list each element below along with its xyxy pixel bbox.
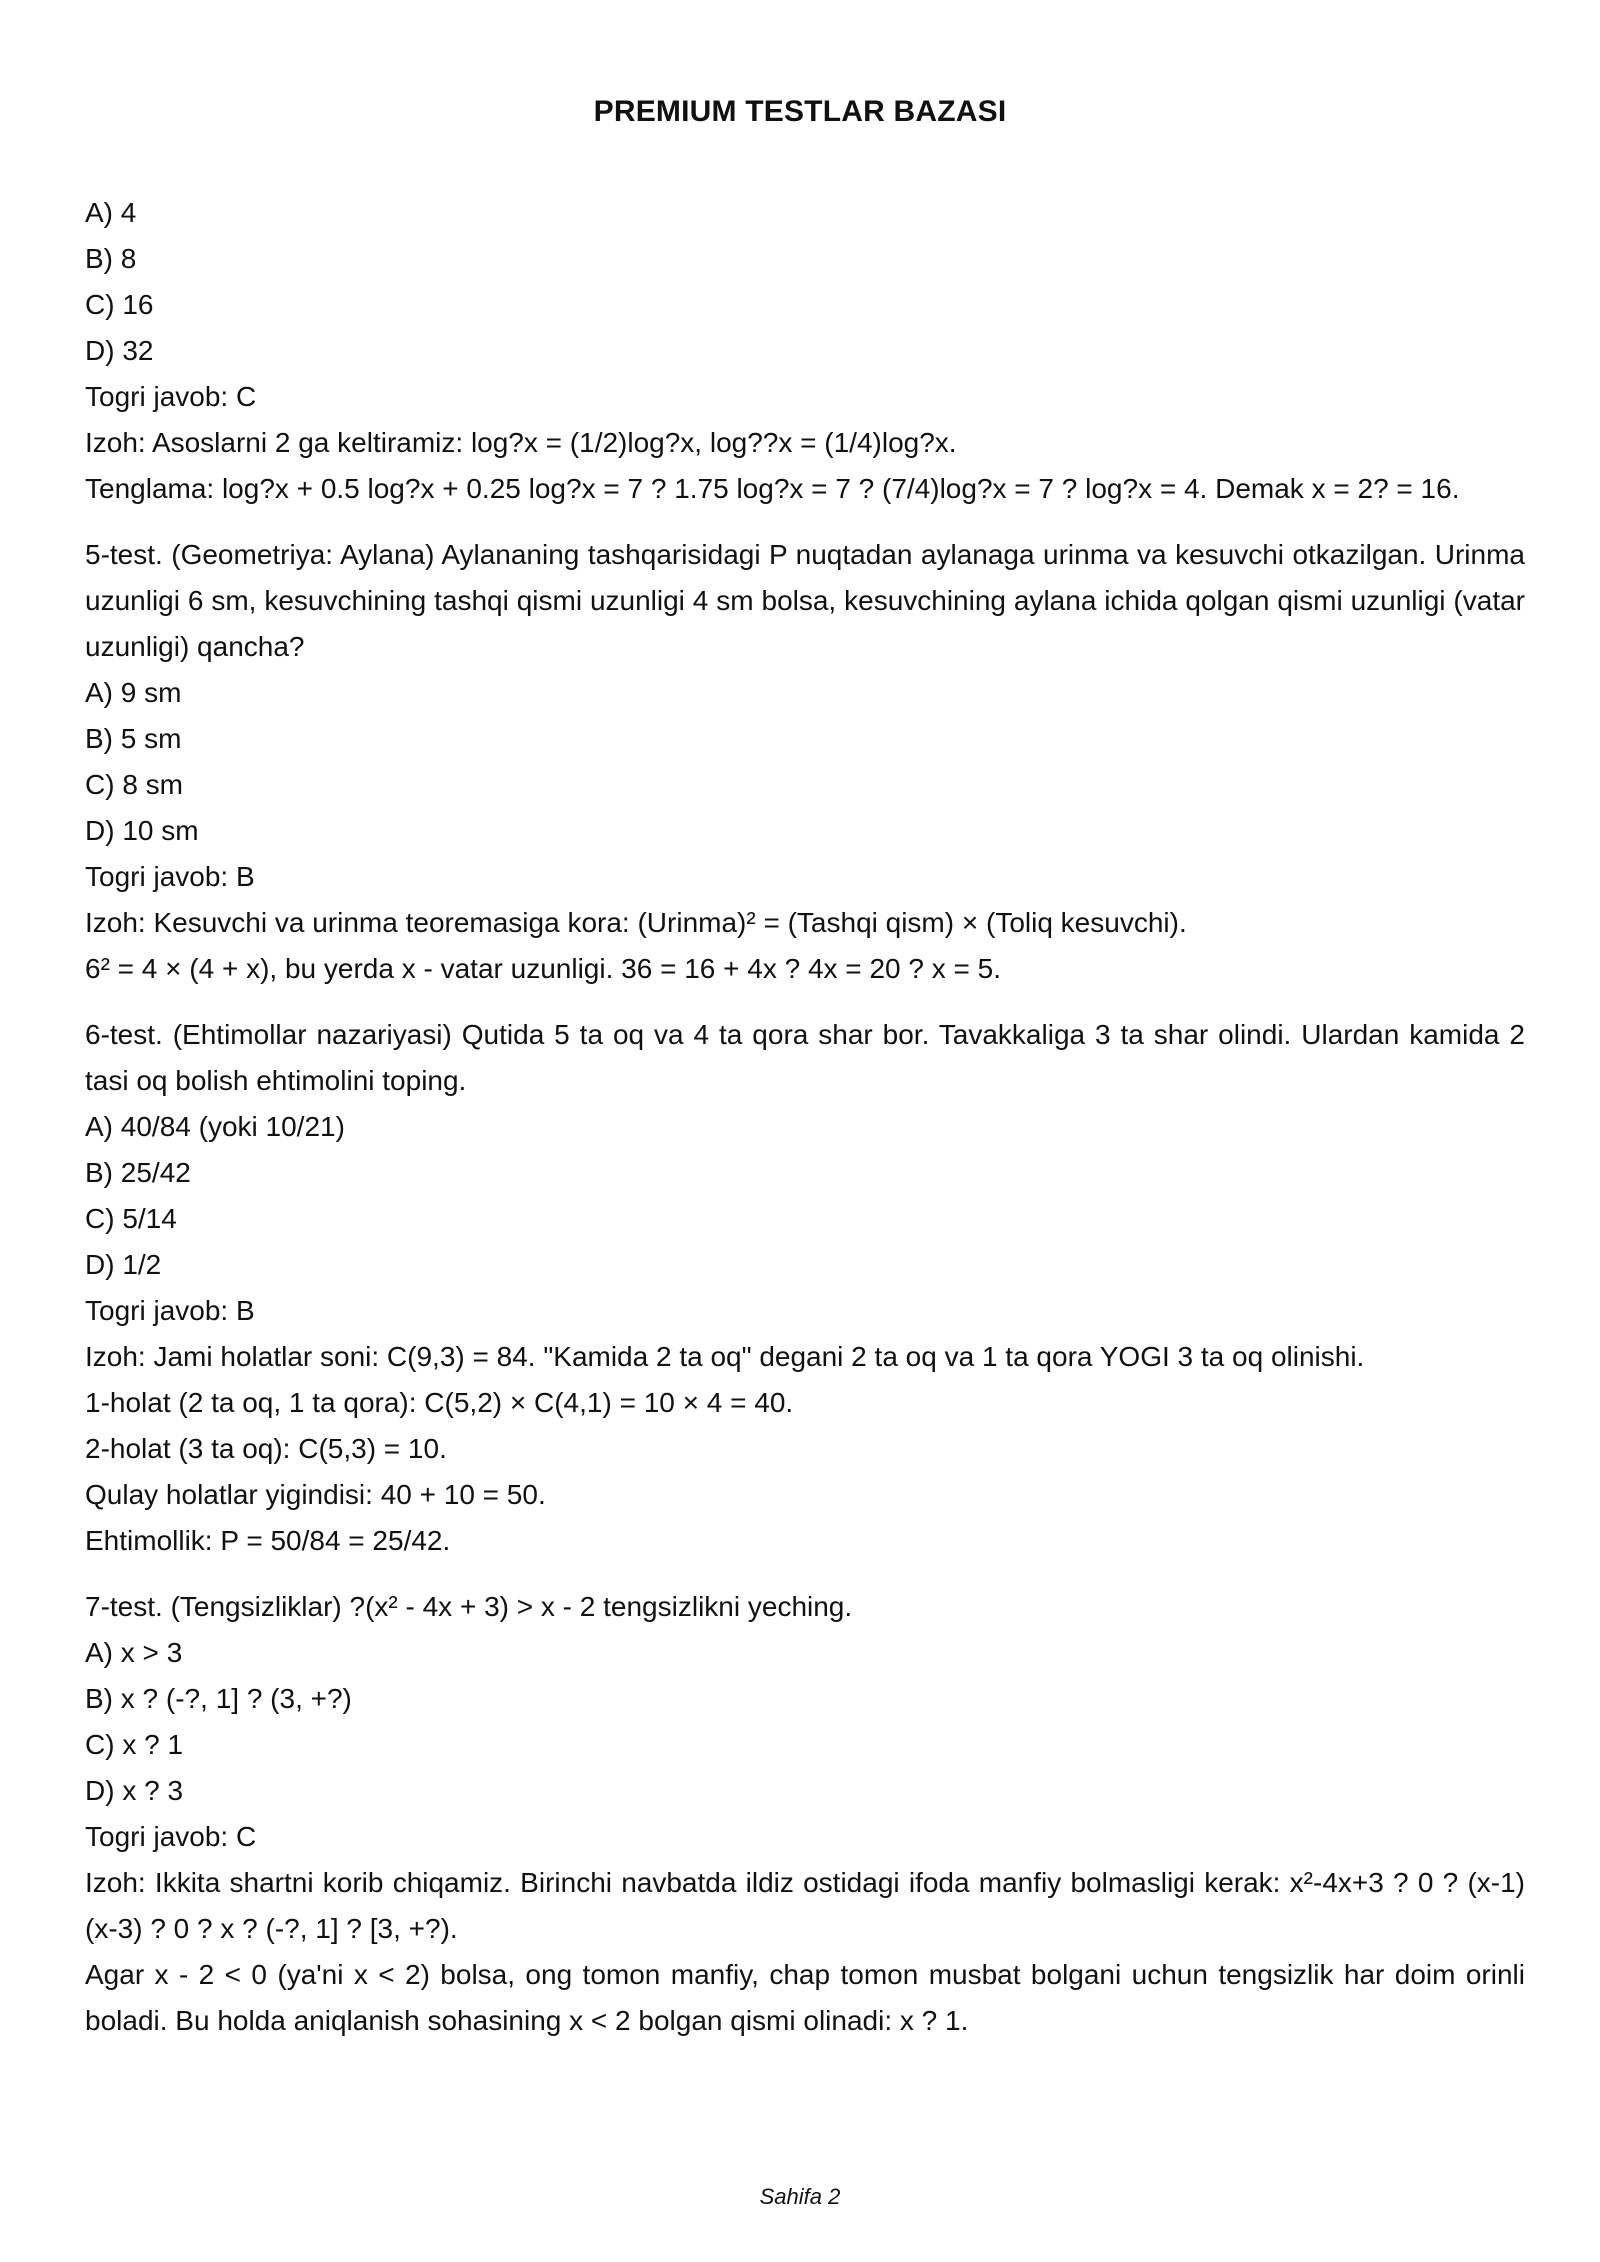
explanation-line: 2-holat (3 ta oq): C(5,3) = 10. bbox=[85, 1433, 447, 1464]
test-block-7 bbox=[85, 1584, 1525, 2044]
option-c: C) 16 bbox=[85, 289, 154, 320]
explanation-line: Izoh: Kesuvchi va urinma teoremasiga kora: (Urinma)² = (Tashqi qism) × (Toliq kesuvchi). bbox=[85, 907, 1187, 938]
option-d: D) 10 sm bbox=[85, 815, 199, 846]
option-c: C) x ? 1 bbox=[85, 1729, 184, 1760]
option-b: B) x ? (-?, 1] ? (3, +?) bbox=[85, 1683, 352, 1714]
test-block-5 bbox=[85, 532, 1525, 992]
explanation-line: Ehtimollik: P = 50/84 = 25/42. bbox=[85, 1525, 451, 1556]
option-a: A) 40/84 (yoki 10/21) bbox=[85, 1111, 345, 1142]
option-b: B) 5 sm bbox=[85, 723, 182, 754]
option-b: B) 25/42 bbox=[85, 1157, 191, 1188]
option-a: A) 4 bbox=[85, 197, 137, 228]
question-text: 6-test. (Ehtimollar nazariyasi) Qutida 5 ta oq va 4 ta qora shar bor. Tavakkaliga 3 ta shar olindi. Ulardan kamida 2 tasi oq bolish ehtimolini toping. bbox=[85, 1019, 1525, 1096]
explanation-line: 1-holat (2 ta oq, 1 ta qora): C(5,2) × C(4,1) = 10 × 4 = 40. bbox=[85, 1387, 794, 1418]
option-d: D) 32 bbox=[85, 335, 154, 366]
question-text: 7-test. (Tengsizliklar) ?(x² - 4x + 3) > x - 2 tengsizlikni yeching. bbox=[85, 1591, 853, 1622]
correct-answer: Togri javob: B bbox=[85, 861, 255, 892]
question-text: 5-test. (Geometriya: Aylana) Aylananing tashqarisidagi P nuqtadan aylanaga urinma va kesuvchi otkazilgan. Urinma uzunligi 6 sm, kesuvchining tashqi qismi uzunligi 4 sm bolsa, kesuvchining aylana ichida qolgan qismi uzunligi (vatar uzunligi) qancha? bbox=[85, 539, 1525, 662]
explanation-line: Tenglama: log?x + 0.5 log?x + 0.25 log?x = 7 ? 1.75 log?x = 7 ? (7/4)log?x = 7 ? log?x = 4. Demak x = 2? = 16. bbox=[85, 473, 1460, 504]
option-c: C) 8 sm bbox=[85, 769, 183, 800]
explanation-line: Izoh: Jami holatlar soni: C(9,3) = 84. "Kamida 2 ta oq" degani 2 ta oq va 1 ta qora YOGI 3 ta oq olinishi. bbox=[85, 1341, 1365, 1372]
option-c: C) 5/14 bbox=[85, 1203, 177, 1234]
option-d: D) x ? 3 bbox=[85, 1775, 184, 1806]
correct-answer: Togri javob: C bbox=[85, 1821, 257, 1852]
option-a: A) 9 sm bbox=[85, 677, 182, 708]
explanation-line: Izoh: Asoslarni 2 ga keltiramiz: log?x = (1/2)log?x, log??x = (1/4)log?x. bbox=[85, 427, 957, 458]
test-block-4-continued bbox=[85, 190, 1525, 512]
explanation-line: Qulay holatlar yigindisi: 40 + 10 = 50. bbox=[85, 1479, 546, 1510]
page-content bbox=[85, 190, 1525, 2064]
explanation-line: 6² = 4 × (4 + x), bu yerda x - vatar uzunligi. 36 = 16 + 4x ? 4x = 20 ? x = 5. bbox=[85, 953, 1001, 984]
option-a: A) x > 3 bbox=[85, 1637, 183, 1668]
explanation-line: Izoh: Ikkita shartni korib chiqamiz. Birinchi navbatda ildiz ostidagi ifoda manfiy bolmasligi kerak: x²-4x+3 ? 0 ? (x-1)(x-3) ? 0 ? x ? (-?, 1] ? [3, +?). bbox=[85, 1867, 1525, 1944]
explanation-line: Agar x - 2 < 0 (ya'ni x < 2) bolsa, ong tomon manfiy, chap tomon musbat bolgani uchun tengsizlik har doim orinli boladi. Bu holda aniqlanish sohasining x < 2 bolgan qismi olinadi: x ? 1. bbox=[85, 1959, 1525, 2036]
page-title: PREMIUM TESTLAR BAZASI bbox=[593, 95, 1007, 128]
option-b: B) 8 bbox=[85, 243, 137, 274]
correct-answer: Togri javob: C bbox=[85, 381, 257, 412]
correct-answer: Togri javob: B bbox=[85, 1295, 255, 1326]
page-number-footer: Sahifa 2 bbox=[759, 2184, 841, 2209]
option-d: D) 1/2 bbox=[85, 1249, 162, 1280]
test-block-6 bbox=[85, 1012, 1525, 1564]
